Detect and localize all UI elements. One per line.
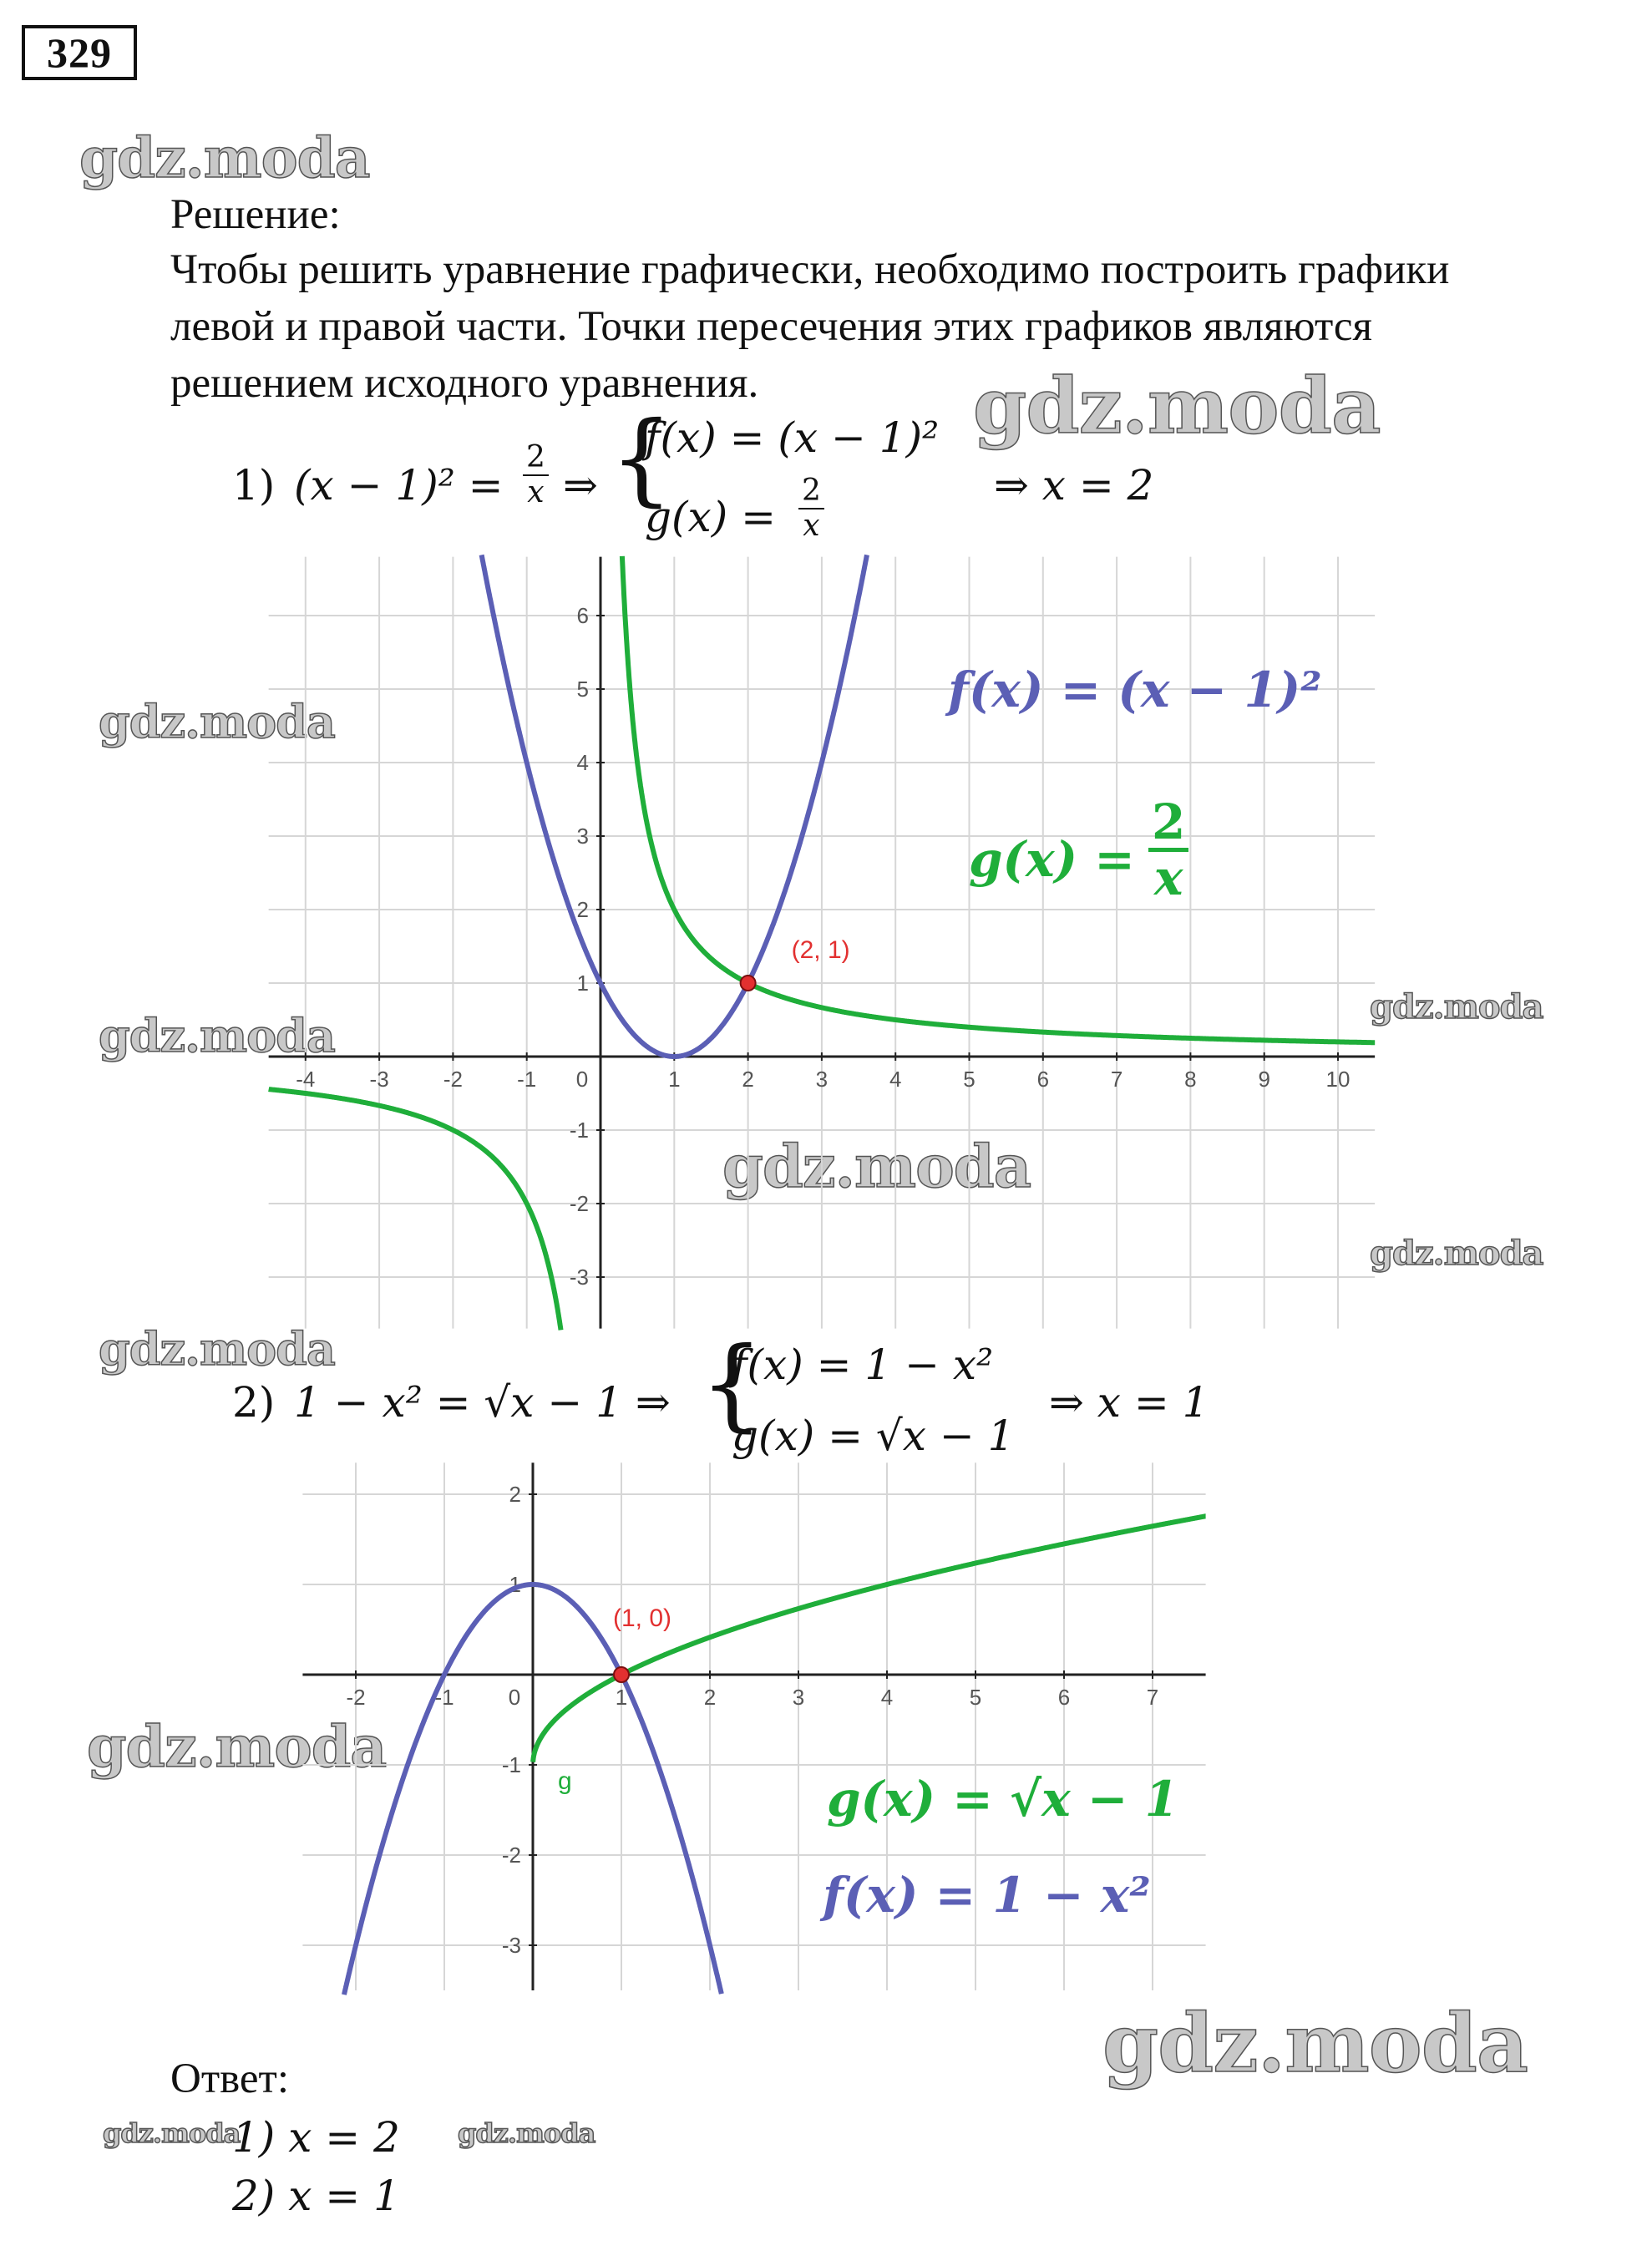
eq1-system-f: f(x) = (x − 1)² <box>645 413 940 462</box>
x-tick-label: 3 <box>815 1067 829 1092</box>
problem-number: 329 <box>22 25 137 80</box>
paragraph-line-2: левой и правой части. Точки пересечения этих графиков являются <box>170 303 1372 350</box>
y-tick-label: -3 <box>501 1933 521 1958</box>
graph1-legend-g: g(x) = <box>969 831 1135 888</box>
x-tick-label: 5 <box>969 1685 982 1710</box>
answer-heading: Ответ: <box>170 2056 289 2102</box>
paragraph-line-1: Чтобы решить уравнение графически, необходимо построить графики <box>170 246 1450 293</box>
paragraph-line-3: решением исходного уравнения. <box>170 360 759 407</box>
y-tick-label: -1 <box>569 1118 589 1143</box>
y-tick-label: 3 <box>576 824 589 849</box>
eq2-result: ⇒ x = 1 <box>1049 1378 1209 1427</box>
x-tick-label: 8 <box>1184 1067 1197 1092</box>
x-tick-label: -3 <box>369 1067 389 1092</box>
watermark: gdz.moda <box>99 695 335 748</box>
x-tick-label: 9 <box>1258 1067 1270 1092</box>
x-tick-label: -1 <box>434 1685 454 1710</box>
y-tick-label: 4 <box>576 750 589 775</box>
eq2-system-g: g(x) = √x − 1 <box>732 1412 1015 1460</box>
eq1-system-g: g(x) = <box>645 493 777 541</box>
x-tick-label: -2 <box>346 1685 366 1710</box>
y-tick-label: -3 <box>569 1265 589 1290</box>
x-tick-label: 10 <box>1325 1067 1350 1092</box>
watermark: gdz.moda <box>87 1714 387 1781</box>
answer-item-1: 1) x = 2 <box>232 2113 400 2162</box>
x-tick-label: 7 <box>1110 1067 1123 1092</box>
eq1-frac-num: 2 <box>523 443 549 476</box>
y-tick-label: -2 <box>501 1843 521 1868</box>
eq1-sys-frac-num: 2 <box>798 476 824 509</box>
eq2-number: 2) <box>232 1378 276 1427</box>
intersection-point <box>614 1667 629 1682</box>
y-tick-label: 2 <box>509 1482 521 1507</box>
eq1-lhs: (x − 1)² = <box>294 461 504 509</box>
x-tick-label: 5 <box>963 1067 975 1092</box>
x-tick-label: 7 <box>1146 1685 1159 1710</box>
x-tick-label: 3 <box>792 1685 805 1710</box>
eq2-lhs: 1 − x² = √x − 1 ⇒ <box>294 1378 671 1427</box>
graph2-legend-g: g(x) = √x − 1 <box>827 1771 1179 1828</box>
x-tick-label: 6 <box>1057 1685 1071 1710</box>
graph2-legend-f: f(x) = 1 − x² <box>823 1867 1151 1924</box>
x-tick-label: 2 <box>742 1067 754 1092</box>
x-tick-label: 0 <box>508 1685 521 1710</box>
eq1-implies: ⇒ <box>563 461 598 509</box>
graph1-legend-f: f(x) = (x − 1)² <box>948 662 1322 718</box>
y-tick-label: -1 <box>501 1752 521 1777</box>
watermark: gdz.moda <box>722 1132 1031 1201</box>
watermark: gdz.moda <box>99 1322 335 1376</box>
watermark: gdz.moda <box>973 361 1381 451</box>
x-tick-label: 1 <box>668 1067 681 1092</box>
x-tick-label: 1 <box>615 1685 628 1710</box>
x-tick-label: -1 <box>517 1067 537 1092</box>
x-tick-label: -2 <box>443 1067 463 1092</box>
watermark: gdz.moda <box>1370 1234 1543 1273</box>
y-tick-label: 2 <box>576 897 589 922</box>
eq1-number: 1) <box>232 461 276 509</box>
watermark: gdz.moda <box>1370 987 1543 1027</box>
x-tick-label: 4 <box>889 1067 902 1092</box>
eq1-sys-frac-den: x <box>803 509 820 543</box>
intersection-point-label: (2, 1) <box>791 936 850 964</box>
x-tick-label: 0 <box>575 1067 589 1092</box>
curve-label-g: g <box>558 1767 572 1795</box>
y-tick-label: -2 <box>569 1191 589 1216</box>
series-g-curve <box>533 1516 1206 1762</box>
watermark: gdz.moda <box>99 1009 335 1062</box>
solution-heading: Решение: <box>170 191 341 238</box>
y-tick-label: 5 <box>576 677 589 702</box>
graph1-legend-g-den: x <box>1153 849 1183 906</box>
eq2-brace: { <box>700 1326 764 1442</box>
y-tick-label: 1 <box>576 971 589 996</box>
x-tick-label: 4 <box>880 1685 894 1710</box>
answer-item-2: 2) x = 1 <box>232 2172 400 2220</box>
watermark: gdz.moda <box>458 2117 595 2149</box>
y-tick-label: 1 <box>509 1572 521 1597</box>
watermark: gdz.moda <box>103 2117 241 2149</box>
graph1-legend-g-num: 2 <box>1148 798 1188 852</box>
watermark: gdz.moda <box>79 125 370 190</box>
eq2-system-f: f(x) = 1 − x² <box>732 1341 994 1389</box>
x-tick-label: -4 <box>296 1067 316 1092</box>
eq1-frac-den: x <box>527 475 545 509</box>
y-tick-label: 6 <box>576 603 589 628</box>
x-tick-label: 2 <box>703 1685 717 1710</box>
eq1-result: ⇒ x = 2 <box>994 461 1154 509</box>
eq1-brace: { <box>610 401 674 517</box>
watermark: gdz.moda <box>1102 1996 1528 2091</box>
x-tick-label: 6 <box>1036 1067 1050 1092</box>
intersection-point-label: (1, 0) <box>613 1604 672 1632</box>
